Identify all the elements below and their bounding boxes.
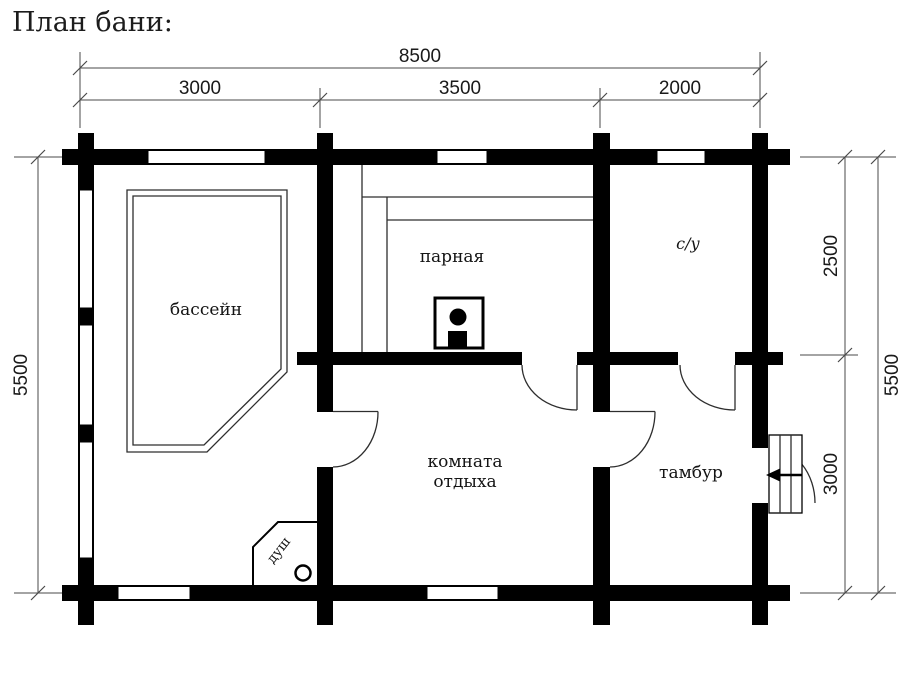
windows: [80, 151, 706, 600]
vestibule-door-opening: [591, 412, 612, 467]
pool-basin: [127, 190, 287, 452]
window-left-3: [80, 442, 93, 558]
vestibule-door-swing: [610, 412, 655, 468]
window-bottom-rest: [427, 587, 498, 600]
window-top-pool: [148, 151, 265, 164]
doors: [333, 365, 815, 503]
window-top-steam: [437, 151, 487, 164]
room-label-shower: душ: [263, 534, 295, 567]
dim-label-right-upper: 2500: [821, 234, 842, 278]
dim-label-total-width: 8500: [398, 46, 442, 67]
room-label-rest-line2: отдыха: [433, 472, 497, 492]
interior-wall-pool-steam: [317, 133, 333, 625]
pool-outline-inner: [133, 196, 281, 445]
pool-door-opening: [315, 412, 335, 467]
dim-label-seg-mid: 3500: [438, 78, 482, 99]
entrance-door-opening: [750, 448, 770, 503]
stove-burner-icon: [450, 309, 467, 326]
room-label-vestibule: тамбур: [659, 463, 723, 483]
room-labels: [170, 234, 723, 567]
walls: [62, 133, 790, 625]
stove-firebox-icon: [448, 331, 467, 348]
right-exterior-wall: [752, 133, 768, 625]
dim-label-seg-right: 2000: [658, 78, 702, 99]
entrance: [766, 435, 802, 513]
dim-label-seg-left: 3000: [178, 78, 222, 99]
wc-door-swing: [680, 365, 735, 410]
room-label-pool: бассейн: [169, 300, 243, 320]
dimension-labels: [11, 46, 903, 495]
shower-drain-icon: [296, 566, 311, 581]
room-label-steam: парная: [419, 247, 485, 267]
window-left-1: [80, 190, 93, 308]
window-bottom-left: [118, 587, 190, 600]
interior-wall-vestibule: [593, 133, 610, 625]
stove: [435, 298, 483, 348]
dim-label-right-lower: 3000: [821, 452, 842, 496]
room-label-wc: с/у: [676, 234, 700, 253]
wc-door-opening: [678, 350, 735, 367]
dim-label-right-total: 5500: [882, 353, 903, 397]
pool-outline-outer: [127, 190, 287, 452]
page-title: План бани:: [12, 7, 173, 38]
dim-label-left-height: 5500: [11, 353, 32, 397]
steam-door-swing: [522, 365, 577, 410]
steam-door-opening: [522, 350, 577, 367]
room-label-rest-line1: комната: [427, 452, 503, 472]
pool-door-swing: [333, 412, 378, 468]
window-top-wc: [657, 151, 705, 164]
window-left-2: [80, 325, 93, 425]
